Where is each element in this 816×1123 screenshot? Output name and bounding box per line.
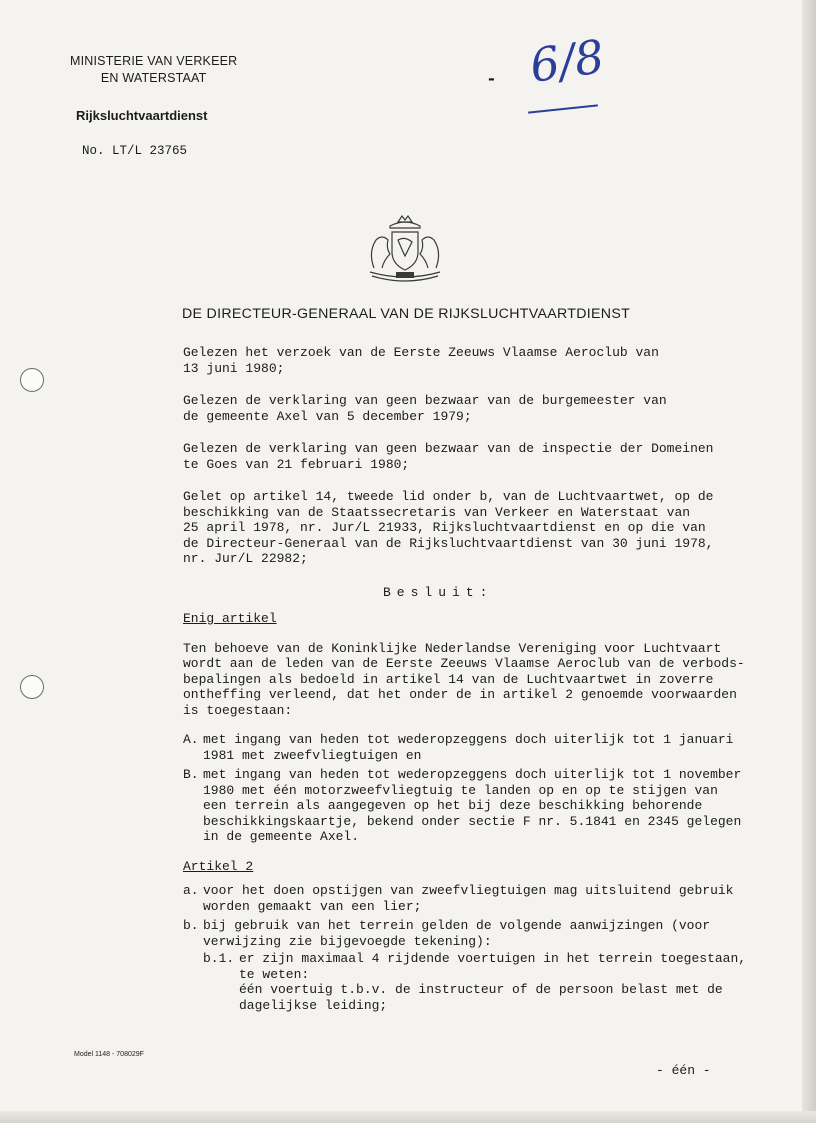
handwritten-page-note: 6/8: [526, 29, 608, 93]
header-dash: -: [486, 70, 497, 90]
decision-label: Besluit:: [383, 584, 494, 600]
ministry-line-1: MINISTERIE VAN VERKEER: [70, 54, 238, 68]
punch-hole-top: [20, 368, 44, 392]
item-text: bij gebruik van het terrein gelden de volgende aanwijzingen (voor verwijzing zie bijgevoegde tekening):: [203, 918, 711, 949]
article-1-intro: Ten behoeve van de Koninklijke Nederlandse Vereniging voor Luchtvaart wordt aan de leden van de Eerste Zeeuws Vlaamse Aeroclub van de verbods- bepalingen als bedoeld in artikel 14 van de Luchtvaartwet in zoverre ontheffing verleend, dat het onder de in artikel 2 genoemde voorwaarden is toegestaan:: [183, 640, 745, 718]
continuation-word: - één -: [656, 1063, 711, 1078]
punch-hole-bottom: [20, 675, 44, 699]
consideration-1: Gelezen het verzoek van de Eerste Zeeuws Vlaamse Aeroclub van 13 juni 1980;: [183, 345, 659, 376]
article-2-title: Artikel 2: [183, 858, 254, 874]
item-marker: a.: [183, 883, 199, 898]
article-2-item-a: [183, 883, 783, 914]
consideration-4: Gelet op artikel 14, tweede lid onder b, van de Luchtvaartwet, op de beschikking van de Staatssecretaris van Verkeer en Waterstaat van 25 april 1978, nr. Jur/L 21933, Rijksluchtvaartdienst en op die van de Directeur-Generaal van de Rijksluchtvaartdienst van 30 juni 1978, nr. Jur/L 22982;: [183, 489, 714, 566]
item-text: met ingang van heden tot wederopzeggens doch uiterlijk tot 1 november 1980 met één motorzweefvliegtuig te landen op en op te stijgen van een terrein als aangegeven op het bij deze beschikking behorende beschikkingskaartje, bekend onder sectie F nr. 5.1841 en 2345 gelegen in de gemeente Axel.: [203, 767, 742, 844]
item-marker: b.1.: [203, 951, 235, 966]
ministry-line-2: EN WATERSTAAT: [100, 71, 207, 85]
document-number: No. LT/L 23765: [82, 144, 188, 158]
consideration-3: Gelezen de verklaring van geen bezwaar van de inspectie der Domeinen te Goes van 21 februari 1980;: [183, 441, 714, 472]
document-body: [183, 345, 783, 1017]
item-text: met ingang van heden tot wederopzeggens doch uiterlijk tot 1 januari 1981 met zweefvliegtuigen en: [203, 732, 734, 763]
handwritten-underline: [528, 104, 598, 113]
ministry-name: [70, 53, 237, 87]
consideration-2: Gelezen de verklaring van geen bezwaar van de burgemeester van de gemeente Axel van 5 december 1979;: [183, 393, 667, 424]
coat-of-arms-icon: [362, 212, 448, 284]
item-marker: A.: [183, 732, 199, 747]
article-2-subitem-b1: [203, 951, 783, 1013]
article-1-item-b: [183, 767, 783, 845]
item-marker: B.: [183, 767, 199, 782]
department-name: Rijksluchtvaartdienst: [76, 108, 208, 123]
item-text: voor het doen opstijgen van zweefvliegtuigen mag uitsluitend gebruik worden gemaakt van een lier;: [203, 883, 734, 914]
item-text: er zijn maximaal 4 rijdende voertuigen in het terrein toegestaan, te weten: één voertuig t.b.v. de instructeur of de persoon belast met de dagelijkse leiding;: [239, 951, 747, 1013]
page-edge-shadow: [802, 0, 816, 1123]
item-marker: b.: [183, 918, 199, 933]
model-code: Model 1148 - 708029F: [74, 1051, 144, 1058]
article-1-title: Enig artikel: [183, 611, 277, 626]
article-2-item-b: [183, 918, 783, 949]
article-1-item-a: [183, 732, 783, 763]
document-heading: DE DIRECTEUR-GENERAAL VAN DE RIJKSLUCHTVAARTDIENST: [182, 306, 631, 322]
page-bottom-shadow: [0, 1111, 816, 1123]
